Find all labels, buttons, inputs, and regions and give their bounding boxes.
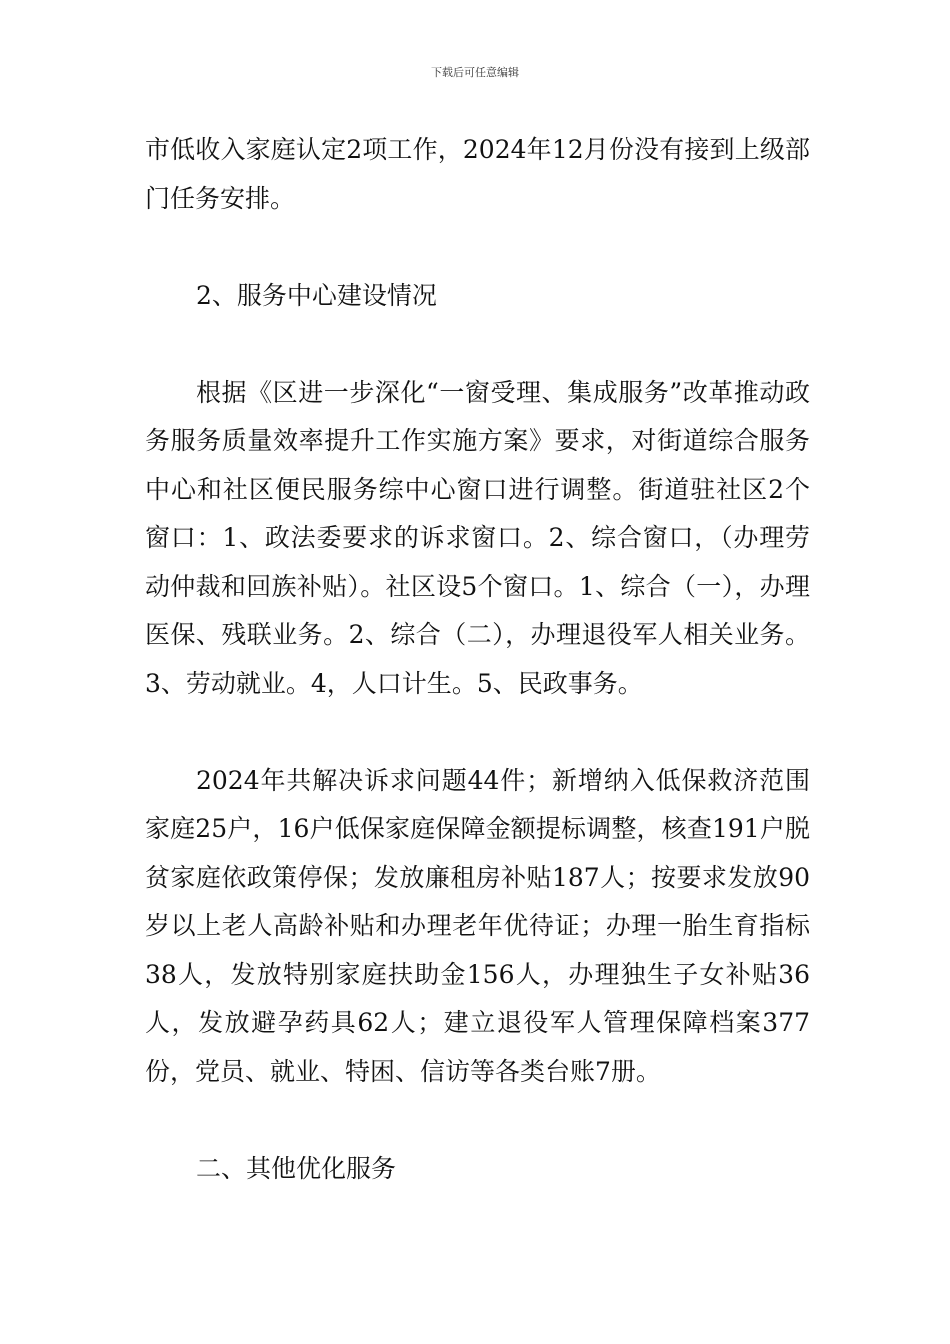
paragraph-window-adjustment: 根据《区进一步深化“一窗受理、集成服务”改革推动政务服务质量效率提升工作实施方案》要求，对街道综合服务中心和社区便民服务综中心窗口进行调整。街道驻社区2个窗口：1、政法委要求的诉求窗口。2、综合窗口，（办理劳动仲裁和回族补贴）。社区设5个窗口。1、综合（一），办理医保、残联业务。2、综合（二），办理退役军人相关业务。3、劳动就业。4，人口计生。5、民政事务。: [145, 377, 810, 698]
paragraph-2024-results: 2024年共解决诉求问题44件；新增纳入低保救济范围家庭25户，16户低保家庭保障金额提标调整，核查191户脱贫家庭依政策停保；发放廉租房补贴187人；按要求发放90岁以上老人高龄补贴和办理老年优待证；办理一胎生育指标38人，发放特别家庭扶助金156人，办理独生子女补贴36人，发放避孕药具62人；建立退役军人管理保障档案377份，党员、就业、特困、信访等各类台账7册。: [145, 765, 810, 1086]
paragraph-spacer: [145, 320, 810, 369]
paragraph-spacer: [145, 223, 810, 272]
section-heading-service-center: 2、服务中心建设情况: [196, 280, 437, 310]
paragraph-spacer: [145, 708, 810, 757]
document-body: [145, 126, 810, 1193]
paragraph-continuation: 市低收入家庭认定2项工作，2024年12月份没有接到上级部门任务安排。: [145, 135, 810, 213]
section-heading-other-services: 二、其他优化服务: [196, 1153, 397, 1183]
page-header-note: 下载后可任意编辑: [431, 66, 519, 79]
paragraph-spacer: [145, 1096, 810, 1145]
